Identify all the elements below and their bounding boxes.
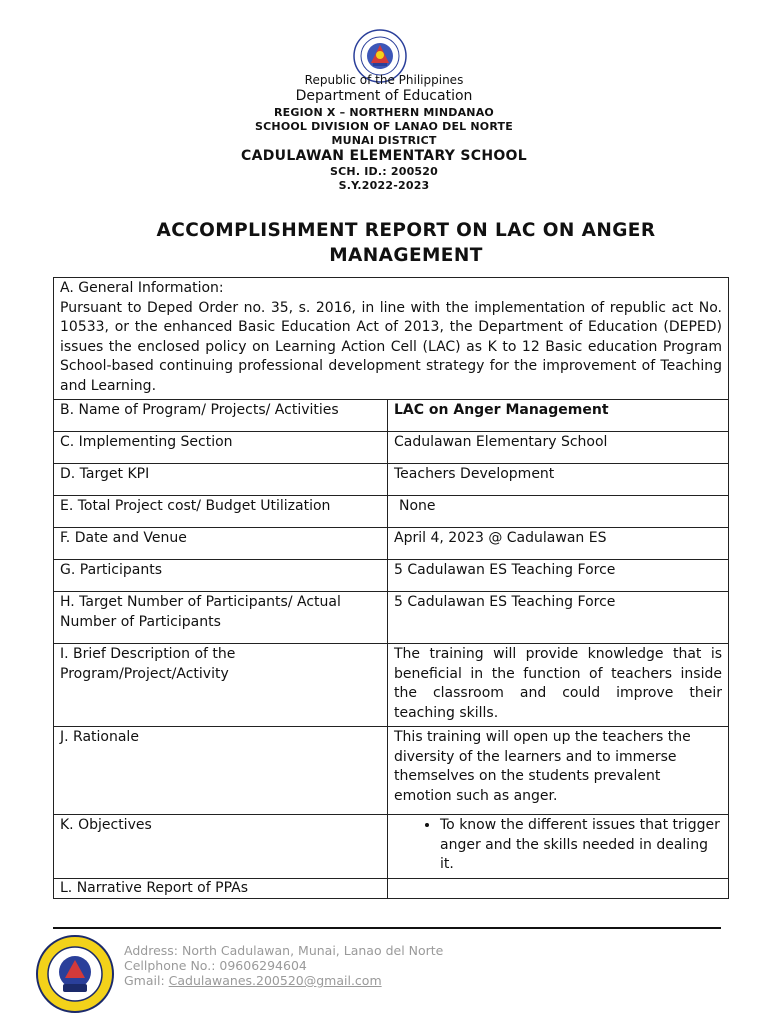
general-info-heading: A. General Information: [60, 280, 224, 296]
list-item: • To know the different issues that trigger anger and the skills needed in dealing it. [440, 816, 722, 875]
row-value: LAC on Anger Management [388, 400, 729, 432]
row-value [388, 878, 729, 899]
row-value: 5 Cadulawan ES Teaching Force [388, 592, 729, 644]
table-row [54, 592, 729, 644]
row-label: K. Objectives [54, 815, 388, 879]
table-row [54, 464, 729, 496]
row-value: Teachers Development [388, 464, 729, 496]
table-row [54, 560, 729, 592]
school-year: S.Y.2022-2023 [338, 179, 430, 192]
row-value: Cadulawan Elementary School [388, 432, 729, 464]
footer-cellphone: Cellphone No.: 09606294604 [124, 958, 307, 973]
row-label: D. Target KPI [54, 464, 388, 496]
row-value: The training will provide knowledge that is beneficial in the function of teachers inside the classroom and could improve their teaching skills. [388, 644, 729, 727]
row-value-objectives [388, 815, 729, 879]
school-name: CADULAWAN ELEMENTARY SCHOOL [241, 148, 527, 164]
footer-gmail [124, 973, 382, 988]
table-row [54, 432, 729, 464]
table-row [54, 496, 729, 528]
objectives-list [394, 816, 722, 875]
department-text: Department of Education [295, 88, 473, 104]
table-row [54, 878, 729, 899]
row-label: E. Total Project cost/ Budget Utilization [54, 496, 388, 528]
row-value: None [388, 496, 729, 528]
general-info-row [54, 278, 729, 400]
email-link[interactable]: Cadulawanes.200520@gmail.com [168, 973, 382, 988]
footer-address: Address: North Cadulawan, Munai, Lanao del Norte [124, 943, 444, 958]
general-info-cell [54, 278, 729, 400]
report-title: ACCOMPLISHMENT REPORT ON LAC ON ANGER MANAGEMENT [156, 220, 656, 266]
row-label: H. Target Number of Participants/ Actual Number of Participants [54, 592, 388, 644]
row-label: L. Narrative Report of PPAs [54, 878, 388, 899]
district-text: MUNAI DISTRICT [331, 134, 437, 147]
region-text: REGION X – NORTHERN MINDANAO [274, 106, 494, 119]
row-label: J. Rationale [54, 727, 388, 815]
table-row [54, 528, 729, 560]
row-label: B. Name of Program/ Projects/ Activities [54, 400, 388, 432]
row-label: I. Brief Description of the Program/Project/Activity [54, 644, 388, 727]
table-row [54, 815, 729, 879]
table-row [54, 644, 729, 727]
row-label: G. Participants [54, 560, 388, 592]
row-label: C. Implementing Section [54, 432, 388, 464]
school-logo-icon [35, 934, 115, 1014]
republic-text: Republic of the Philippines [304, 73, 464, 87]
row-value: April 4, 2023 @ Cadulawan ES [388, 528, 729, 560]
general-info-body: Pursuant to Deped Order no. 35, s. 2016, in line with the implementation of republic act No. 10533, or the enhanced Basic Education Act of 2013, the Department of Education (DEPED) issues the enclosed policy on Learning Action Cell (LAC) as K to 12 Basic education Program School-based continuing professional development strategy for the improvement of Teaching and Learning. [60, 299, 722, 394]
row-value: 5 Cadulawan ES Teaching Force [388, 560, 729, 592]
table-row [54, 400, 729, 432]
report-table [53, 277, 729, 899]
gmail-label: Gmail: [124, 973, 169, 988]
table-row [54, 727, 729, 815]
division-text: SCHOOL DIVISION OF LANAO DEL NORTE [255, 120, 513, 133]
row-value: This training will open up the teachers the diversity of the learners and to immerse themselves on the students prevalent emotion such as anger. [388, 727, 729, 815]
footer-divider [53, 927, 721, 929]
row-label: F. Date and Venue [54, 528, 388, 560]
school-id: SCH. ID.: 200520 [330, 165, 438, 178]
